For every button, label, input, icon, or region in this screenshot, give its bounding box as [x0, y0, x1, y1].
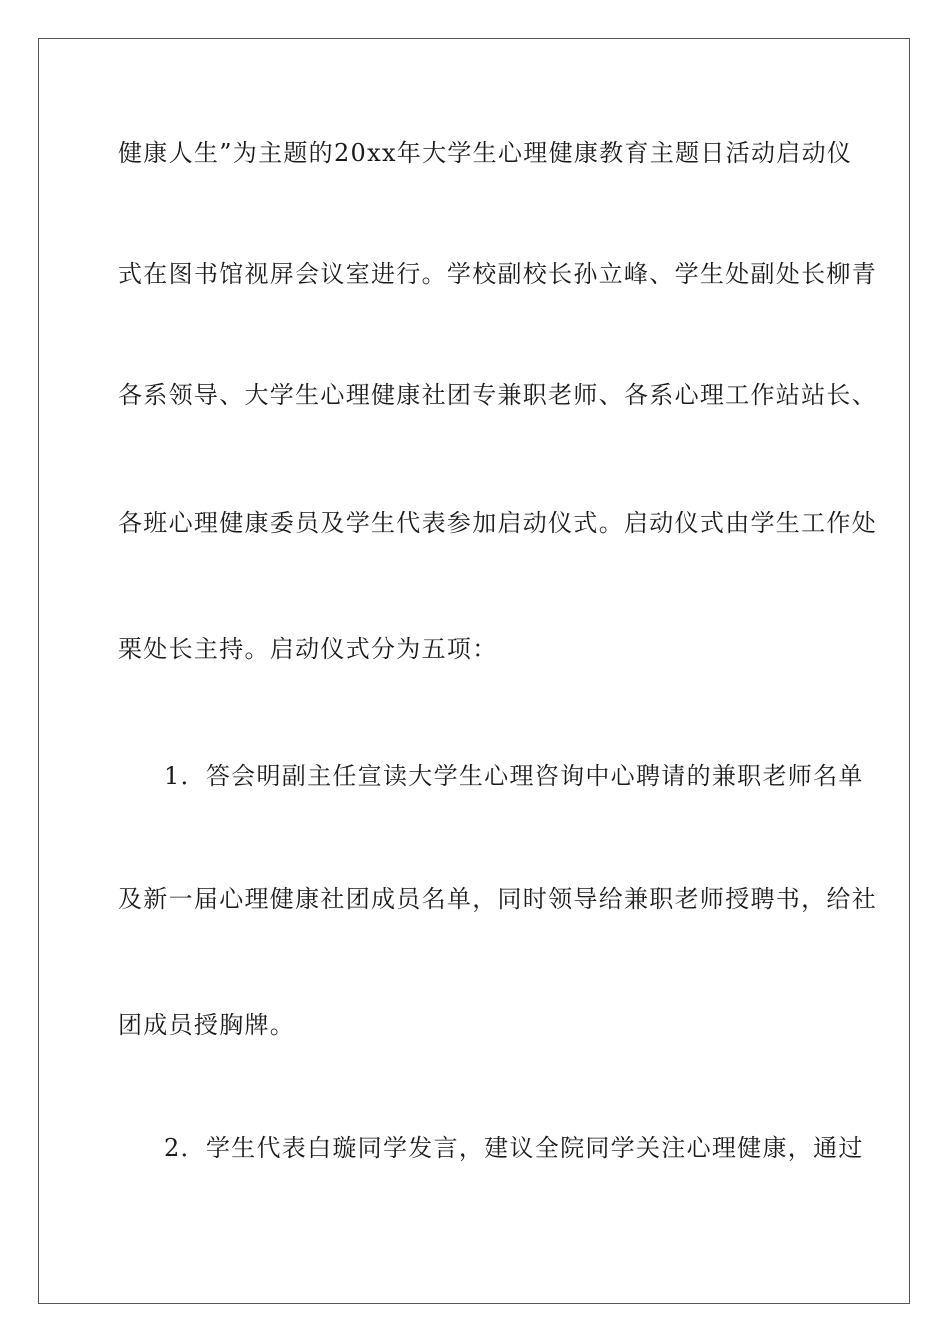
- body-text-line: 团成员授胸牌。: [118, 1011, 296, 1039]
- body-text-line: 各系领导、大学生心理健康社团专兼职老师、各系心理工作站站长、: [118, 381, 877, 409]
- list-item-2-text: 2．学生代表白璇同学发言，建议全院同学关注心理健康，通过: [164, 1134, 864, 1162]
- body-text-line: 健康人生”为主题的20xx年大学生心理健康教育主题日活动启动仪: [118, 139, 853, 167]
- body-text-line: 及新一届心理健康社团成员名单，同时领导给兼职老师授聘书，给社: [118, 885, 877, 913]
- body-text-line: 各班心理健康委员及学生代表参加启动仪式。启动仪式由学生工作处: [118, 509, 877, 537]
- body-text-line: 式在图书馆视屏会议室进行。学校副校长孙立峰、学生处副处长柳青: [118, 260, 877, 288]
- body-text-line: 栗处长主持。启动仪式分为五项：: [118, 635, 498, 663]
- list-item-1-text: 1．答会明副主任宣读大学生心理咨询中心聘请的兼职老师名单: [164, 762, 864, 790]
- page-border: [38, 38, 910, 1304]
